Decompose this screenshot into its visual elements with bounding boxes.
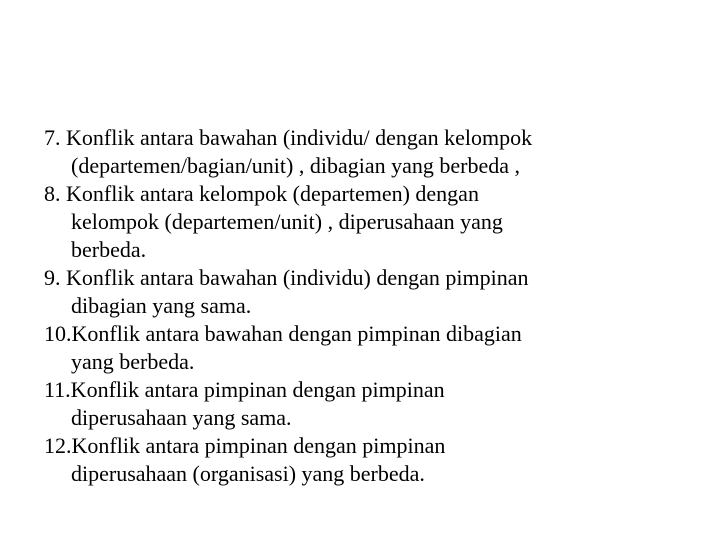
list-item-text: 12.Konflik antara pimpinan dengan pimpinan diperusahaan (organisasi) yang berbeda. bbox=[44, 433, 446, 486]
list-item bbox=[44, 180, 694, 264]
conflict-list bbox=[44, 124, 694, 488]
list-item-text: 7. Konflik antara bawahan (individu/ dengan kelompok (departemen/bagian/unit) , dibagian yang berbeda , bbox=[44, 125, 533, 178]
list-item bbox=[44, 320, 694, 376]
list-item-text: 9. Konflik antara bawahan (individu) dengan pimpinan dibagian yang sama. bbox=[44, 265, 529, 318]
list-item bbox=[44, 432, 694, 488]
list-item-text: 8. Konflik antara kelompok (departemen) dengan kelompok (departemen/unit) , diperusahaan yang berbeda. bbox=[44, 181, 503, 262]
list-item bbox=[44, 376, 694, 432]
list-item-text: 10.Konflik antara bawahan dengan pimpinan dibagian yang berbeda. bbox=[44, 321, 522, 374]
list-item-text: 11.Konflik antara pimpinan dengan pimpinan diperusahaan yang sama. bbox=[44, 377, 445, 430]
list-item bbox=[44, 124, 694, 180]
list-item bbox=[44, 264, 694, 320]
